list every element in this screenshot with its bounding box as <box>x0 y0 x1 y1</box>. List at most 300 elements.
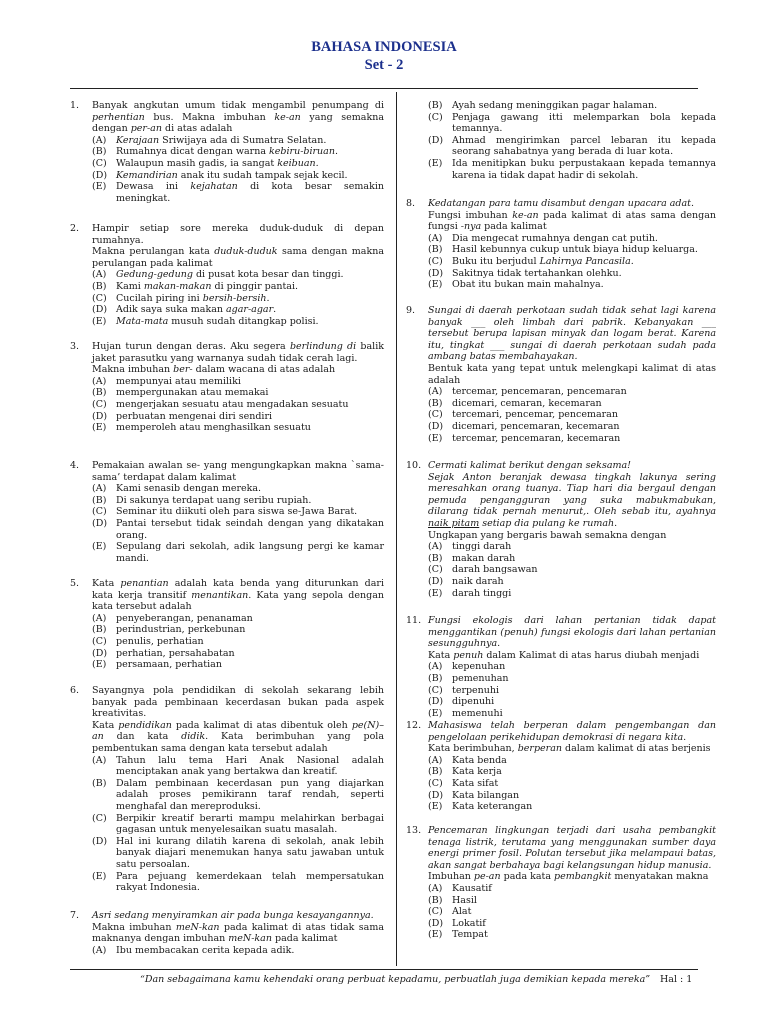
text-run: tercemar, pencemaran, kecemaran <box>452 432 621 444</box>
option-key: (E) <box>92 541 107 553</box>
answer-option <box>428 801 716 813</box>
text-run: Fungsi imbuhan <box>428 209 513 221</box>
answer-option <box>428 386 716 398</box>
option-key: (D) <box>428 917 444 929</box>
italic-term: berlindung di <box>289 341 357 352</box>
answer-option <box>428 661 716 673</box>
italic-term: Kerajaan <box>116 134 160 146</box>
text-run: Kami <box>116 280 144 292</box>
italic-term: ke-an <box>512 209 539 221</box>
text-run: Bentuk kata yang tepat untuk melengkapi kalimat di atas adalah <box>428 362 716 386</box>
italic-term: Kedatangan para tamu disambut dengan upacara adat. <box>428 198 695 209</box>
option-key: (B) <box>428 244 443 256</box>
text-run: bus. Makna imbuhan <box>144 111 275 123</box>
answer-option <box>92 304 384 316</box>
text-run: persamaan, perhatian <box>116 659 222 671</box>
text-run: pada kalimat di atas sama dengan fungsi <box>428 209 716 233</box>
question-stem <box>428 363 716 386</box>
question-number: 4. <box>70 460 80 471</box>
text-run: dipenuhi <box>452 696 495 708</box>
answer-option <box>92 269 384 281</box>
text-run: Makna perulangan kata <box>92 246 215 258</box>
text-run: anak itu sudah tampak sejak kecil. <box>177 169 348 181</box>
text-run: Para pejuang kemerdekaan telah mempersatukan rakyat Indonesia. <box>116 870 384 894</box>
option-key: (B) <box>428 100 443 111</box>
italic-term: Sungai di daerah perkotaan sudah tidak sehat lagi karena banyak ___ oleh limbah dari pabrik. Kebanyakan ___ tersebut berupa lapisan minyak dan logam berat. Karena itu, tingkat ___ sungai di daerah perkotaan sudah pada ambang batas membahayakan. <box>428 305 716 363</box>
answer-option <box>428 279 716 291</box>
italic-term: Cermati kalimat berikut dengan seksama! <box>428 460 631 471</box>
text-run: . <box>273 304 277 316</box>
italic-term: Pencemaran lingkungan terjadi dari usaha pembangkit tenaga listrik, terutama yang menggunakan sumber daya energi primer fosil. Polutan tersebut jika melampaui batas, akan sangat berbahaya bagi kelangsungan hidup manusia. <box>428 825 716 871</box>
answer-option <box>92 483 384 495</box>
italic-term: Sejak Anton beranjak dewasa tingkah lakunya sering meresahkan orang tuanya. Tiap hari dia bergaul dengan pemuda pengangguran yang suka mabukmabukan, dilarang tidak pernah menurut,. Oleh sebab itu, ayahnya <box>428 471 716 518</box>
question-body <box>92 223 384 327</box>
text-run: dicemari, cemaran, kecemaran <box>452 397 602 409</box>
option-key: (A) <box>92 612 107 624</box>
text-run: Ibu membacakan cerita kepada adik. <box>116 944 295 956</box>
option-key: (B) <box>92 280 107 292</box>
option-key: (D) <box>428 789 444 801</box>
text-run: penulis, perhatian <box>116 635 204 647</box>
option-key: (C) <box>428 255 443 267</box>
answer-option <box>92 158 384 170</box>
option-key: (D) <box>92 647 108 659</box>
answer-option <box>428 398 716 410</box>
text-run: Banyak angkutan umum tidak mengambil penumpang di <box>92 100 384 111</box>
italic-term: Mata-mata <box>116 315 169 327</box>
text-run: Sriwijaya ada di Sumatra Selatan. <box>159 134 327 146</box>
text-run: Hal ini kurang dilatih karena di sekolah, anak lebih banyak diajari menemukan hanya satu jawaban untuk satu persoalan. <box>116 835 384 870</box>
option-key: (C) <box>428 409 443 421</box>
answer-option <box>92 836 384 871</box>
text-run: di kota besar semakin meningkat. <box>116 181 384 204</box>
italic-term: setiap dia pulang ke rumah. <box>479 517 618 529</box>
option-key: (D) <box>92 169 108 181</box>
text-run: Buku itu berjudul <box>452 255 540 267</box>
text-run: penyeberangan, penanaman <box>116 612 253 624</box>
option-key: (D) <box>428 696 444 708</box>
text-run: Makna imbuhan <box>92 364 174 376</box>
question-body <box>428 460 716 599</box>
italic-term: pe(N)–an <box>92 719 385 743</box>
option-key: (C) <box>428 564 443 576</box>
question-stem <box>92 341 384 364</box>
document-set: Set - 2 <box>364 57 404 73</box>
page-number: Hal : 1 <box>660 974 693 985</box>
option-key: (A) <box>92 269 107 281</box>
option-key: (B) <box>428 894 443 906</box>
text-run: pada kalimat di atas tidak sama maknanya dengan imbuhan <box>92 921 384 945</box>
option-key: (A) <box>92 134 107 146</box>
question-number: 7. <box>70 910 80 921</box>
italic-term: pembangkit <box>554 871 612 883</box>
question-stem <box>92 100 384 135</box>
option-key: (C) <box>428 111 443 123</box>
text-run: Lokatif <box>452 917 486 929</box>
answer-option <box>92 376 384 388</box>
text-run: Pemakaian awalan se- yang mengungkapkan makna `sama-sama’ terdapat dalam kalimat <box>92 460 384 483</box>
answer-option <box>428 673 716 685</box>
answer-option <box>428 112 716 135</box>
text-run: mempunyai atau memiliki <box>116 375 241 387</box>
option-key: (E) <box>92 315 107 327</box>
italic-term: Lahirnya Pancasila <box>539 255 631 267</box>
text-run: pada kalimat di atas dibentuk oleh <box>171 719 352 731</box>
answer-option <box>428 696 716 708</box>
text-run: Kata bilangan <box>452 789 520 801</box>
question-number: 6. <box>70 685 80 696</box>
text-run: dalam wacana di atas adalah <box>192 364 336 376</box>
option-key: (C) <box>428 906 443 918</box>
option-key: (A) <box>92 944 107 956</box>
text-run: Hujan turun dengan deras. Aku segera <box>92 341 290 352</box>
italic-term: kebiru-biruan <box>269 146 335 158</box>
answer-option <box>428 409 716 421</box>
underlined-phrase: naik pitam <box>428 517 480 529</box>
question-number: 3. <box>70 341 80 352</box>
option-key: (C) <box>428 777 443 789</box>
answer-option <box>428 685 716 697</box>
text-run: dalam Kalimat di atas harus diubah menjadi <box>483 649 700 661</box>
option-key: (D) <box>428 267 444 279</box>
option-key: (D) <box>92 410 108 422</box>
italic-term: meN-kan <box>175 921 220 933</box>
option-key: (B) <box>428 672 443 684</box>
answer-option <box>428 100 716 112</box>
answer-option <box>92 541 384 564</box>
answer-option <box>428 421 716 433</box>
text-run: memenuhi <box>452 707 503 719</box>
text-run: Makna imbuhan <box>92 921 176 933</box>
question-stem <box>92 460 384 483</box>
answer-option <box>428 766 716 778</box>
document-title: BAHASA INDONESIA <box>311 39 457 55</box>
answer-option <box>428 135 716 158</box>
column-divider <box>396 92 397 966</box>
option-key: (C) <box>92 292 107 304</box>
text-run: menyatakan makna <box>611 871 709 883</box>
text-run: Walaupun masih gadis, ia sangat <box>116 157 278 169</box>
option-key: (E) <box>428 157 443 169</box>
answer-option <box>92 146 384 158</box>
option-key: (E) <box>428 707 443 719</box>
text-run: Kata <box>428 649 454 661</box>
option-key: (B) <box>428 766 443 778</box>
question-body <box>92 685 384 894</box>
text-run: tercemari, pencemar, pencemaran <box>452 409 618 421</box>
text-run: pada kalimat <box>481 221 547 233</box>
text-run: Kata <box>92 578 121 589</box>
text-run: pemenuhan <box>452 672 509 684</box>
text-run: . <box>315 157 319 169</box>
text-run: Kata <box>92 719 119 731</box>
answer-option <box>428 433 716 445</box>
option-key: (E) <box>92 181 107 193</box>
answer-option <box>92 871 384 894</box>
question-stem <box>428 472 716 530</box>
italic-term: penantian <box>120 578 169 589</box>
text-run: Di sakunya terdapat uang seribu rupiah. <box>116 494 312 506</box>
text-run: di atas adalah <box>161 123 233 135</box>
text-run: Ida menitipkan buku perpustakaan kepada temannya karena ia tidak dapat hadir di sekolah. <box>452 157 716 181</box>
option-key: (C) <box>428 684 443 696</box>
option-key: (B) <box>92 624 107 636</box>
text-run: Sepulang dari sekolah, adik langsung pergi ke kamar mandi. <box>116 541 384 564</box>
answer-option <box>92 813 384 836</box>
text-run: darah bangsawan <box>452 564 538 576</box>
answer-option <box>92 518 384 541</box>
option-key: (A) <box>428 754 443 766</box>
answer-option <box>428 256 716 268</box>
answer-option <box>92 506 384 518</box>
question-stem <box>428 198 716 210</box>
text-run: terpenuhi <box>452 684 500 696</box>
text-run: musuh sudah ditangkap polisi. <box>168 315 319 327</box>
answer-option <box>92 422 384 434</box>
question-stem <box>428 650 716 662</box>
text-run: . Kata berimbuhan yang pola pembentukan sama dengan kata tersebut adalah <box>92 731 384 754</box>
answer-option <box>92 945 384 957</box>
italic-term: per-an <box>130 123 162 135</box>
question-stem <box>92 364 384 376</box>
question-number: 13. <box>406 825 422 836</box>
italic-term: pendidikan <box>118 719 172 731</box>
answer-option <box>428 918 716 930</box>
text-run: adalah kata benda yang diturunkan dari kata kerja transitif <box>92 578 384 601</box>
answer-option <box>428 541 716 553</box>
text-run: pada kata <box>500 871 555 883</box>
option-key: (B) <box>428 397 443 409</box>
option-key: (C) <box>92 635 107 647</box>
question-stem <box>428 720 716 743</box>
option-key: (B) <box>92 777 107 789</box>
option-key: (E) <box>92 422 107 434</box>
italic-term: kejahatan <box>190 181 238 193</box>
text-run: Alat <box>452 906 472 918</box>
answer-option <box>428 895 716 907</box>
text-run: naik darah <box>452 575 504 587</box>
italic-term: berperan <box>517 743 562 755</box>
question-stem <box>428 210 716 233</box>
answer-option <box>428 708 716 720</box>
question-stem <box>92 578 384 613</box>
answer-option <box>428 588 716 600</box>
answer-option <box>92 316 384 328</box>
question-stem <box>92 910 384 922</box>
question-number: 9. <box>406 305 416 316</box>
option-key: (A) <box>92 375 107 387</box>
option-key: (E) <box>428 587 443 599</box>
text-run: memperoleh atau menghasilkan sesuatu <box>116 422 311 434</box>
text-run: perbuatan mengenai diri sendiri <box>116 410 273 422</box>
option-key: (C) <box>92 398 107 410</box>
text-run: Ayah sedang meninggikan pagar halaman. <box>452 100 658 111</box>
answer-option <box>428 906 716 918</box>
italic-term: pe-an <box>473 871 501 883</box>
option-key: (A) <box>428 541 443 553</box>
text-run: Tahun lalu tema Hari Anak Nasional adalah menciptakan anak yang bertakwa dan kreatif. <box>116 754 384 778</box>
answer-option <box>428 244 716 256</box>
option-key: (E) <box>428 801 443 813</box>
text-run: Kami senasib dengan mereka. <box>116 483 262 495</box>
text-run: perindustrian, perkebunan <box>116 624 246 636</box>
italic-term: Kemandirian <box>116 169 178 181</box>
answer-option <box>428 268 716 280</box>
answer-option <box>92 636 384 648</box>
text-run: Obat itu bukan main mahalnya. <box>452 279 604 291</box>
question-body <box>92 910 384 956</box>
italic-term: perhentian <box>92 111 145 123</box>
text-run: yang semakna dengan <box>92 111 384 135</box>
option-key: (A) <box>428 882 443 894</box>
bottom-rule <box>70 969 698 970</box>
option-key: (B) <box>92 387 107 399</box>
option-key: (B) <box>92 494 107 506</box>
option-key: (A) <box>92 483 107 495</box>
option-key: (D) <box>428 134 444 146</box>
text-run: balik jaket parasutku yang warnanya sudah tidak cerah lagi. <box>92 341 384 364</box>
option-key: (A) <box>428 232 443 244</box>
question-stem <box>92 922 384 945</box>
answer-option <box>428 158 716 181</box>
answer-option <box>428 883 716 895</box>
text-run: Dalam pembinaan kecerdasan pun yang diajarkan adalah proses pemikirann taraf rendah, seperti menghafal dan mereproduksi. <box>116 777 384 812</box>
answer-option <box>92 624 384 636</box>
question-stem <box>92 246 384 269</box>
answer-option <box>92 181 384 204</box>
question-body <box>428 305 716 444</box>
italic-term: makan-makan <box>143 280 212 292</box>
question-stem <box>92 685 384 720</box>
italic-term: didik <box>181 731 206 743</box>
option-key: (D) <box>428 575 444 587</box>
answer-option <box>92 170 384 182</box>
question-number: 10. <box>406 460 422 471</box>
text-run: Sayangnya pola pendidikan di sekolah sekarang lebih banyak pada pembinaan kecerdasan bukan pada aspek kreativitas. <box>92 685 384 720</box>
footer-quote: “Dan sebagaimana kamu kehendaki orang perbuat kepadamu, perbuatlah juga demikian kepada mereka” <box>140 974 651 985</box>
answer-option <box>92 135 384 147</box>
text-run: Kata keterangan <box>452 801 533 813</box>
italic-term: penuh <box>453 649 484 661</box>
text-run: di pinggir pantai. <box>211 280 299 292</box>
answer-option <box>92 778 384 813</box>
question-stem <box>92 223 384 246</box>
text-run: dalam kalimat di atas berjenis <box>561 743 711 755</box>
text-run: . <box>334 146 338 158</box>
text-run: Penjaga gawang itti melemparkan bola kepada temannya. <box>452 111 716 135</box>
italic-term: -nya <box>460 221 482 233</box>
question-body <box>92 100 384 204</box>
answer-option <box>428 778 716 790</box>
question-number: 8. <box>406 198 416 209</box>
text-run: Dia mengecat rumahnya dengan cat putih. <box>452 232 658 244</box>
text-run: tinggi darah <box>452 541 512 553</box>
italic-term: duduk-duduk <box>214 246 278 258</box>
question-number: 11. <box>406 615 422 626</box>
option-key: (E) <box>428 279 443 291</box>
question-body <box>92 578 384 671</box>
text-run: . <box>266 292 270 304</box>
text-run: pada kalimat <box>271 933 338 945</box>
question-stem <box>428 871 716 883</box>
option-key: (A) <box>428 386 443 398</box>
question-body <box>428 198 716 291</box>
italic-term: menantikan <box>191 589 249 601</box>
answer-option <box>92 281 384 293</box>
text-run: di pusat kota besar dan tinggi. <box>192 269 344 281</box>
answer-option <box>428 929 716 941</box>
text-run: . <box>630 255 634 267</box>
italic-term: Mahasiswa telah berperan dalam pengembangan dan pengelolaan perikehidupan demokrasi di negara kita. <box>428 720 716 743</box>
italic-term: ber- <box>173 364 193 376</box>
answer-option <box>92 659 384 671</box>
answer-option <box>428 755 716 767</box>
italic-term: agar-agar <box>226 304 274 316</box>
text-run: mempergunakan atau memakai <box>116 387 269 399</box>
answer-option <box>428 564 716 576</box>
italic-term: Asri sedang menyiramkan air pada bunga kesayangannya. <box>92 910 374 921</box>
answer-option <box>428 790 716 802</box>
option-key: (E) <box>92 659 107 671</box>
question-number: 2. <box>70 223 80 234</box>
text-run: Dewasa ini <box>116 181 191 193</box>
question-stem <box>428 825 716 871</box>
header <box>0 38 768 74</box>
text-run: Seminar itu diikuti oleh para siswa se-Jawa Barat. <box>116 506 358 518</box>
text-run: Rumahnya dicat dengan warna <box>116 146 270 158</box>
option-key: (B) <box>92 146 107 158</box>
text-run: perhatian, persahabatan <box>116 647 235 659</box>
text-run: Adik saya suka makan <box>116 304 227 316</box>
question-stem <box>428 615 716 650</box>
text-run: Kausatif <box>452 882 492 894</box>
option-key: (A) <box>428 661 443 673</box>
option-key: (A) <box>92 754 107 766</box>
text-run: darah tinggi <box>452 587 512 599</box>
question-stem <box>92 720 384 755</box>
question-body <box>428 825 716 941</box>
option-key: (E) <box>428 929 443 941</box>
text-run: Hasil <box>452 894 477 906</box>
text-run: dicemari, pencemaran, kecemaran <box>452 420 620 432</box>
option-key: (D) <box>92 304 108 316</box>
text-run: kepenuhan <box>452 661 506 673</box>
question-number: 1. <box>70 100 80 111</box>
text-run: makan darah <box>452 552 516 564</box>
text-run: . Kata yang sepola dengan kata tersebut adalah <box>92 589 384 613</box>
text-run: Ungkapan yang bergaris bawah semakna dengan <box>428 529 667 541</box>
answer-option <box>92 387 384 399</box>
text-run: Kata kerja <box>452 766 502 778</box>
text-run: Kata benda <box>452 754 507 766</box>
question-stem <box>428 743 716 755</box>
text-run: tercemar, pencemaran, pencemaran <box>452 386 627 398</box>
answer-option <box>428 576 716 588</box>
option-key: (E) <box>428 432 443 444</box>
question-number: 5. <box>70 578 80 589</box>
italic-term: Fungsi ekologis dari lahan pertanian tidak dapat menggantikan (penuh) fungsi ekologis dari lahan pertanian sesungguhnya. <box>428 615 716 650</box>
option-key: (C) <box>92 157 107 169</box>
italic-term: ke-an <box>274 111 301 123</box>
answer-option <box>428 233 716 245</box>
top-rule <box>70 88 698 89</box>
option-key: (B) <box>428 552 443 564</box>
question-stem <box>428 530 716 542</box>
italic-term: bersih-bersih <box>202 292 267 304</box>
italic-term: Gedung-gedung <box>116 269 193 281</box>
option-key: (E) <box>92 870 107 882</box>
answer-option <box>92 755 384 778</box>
